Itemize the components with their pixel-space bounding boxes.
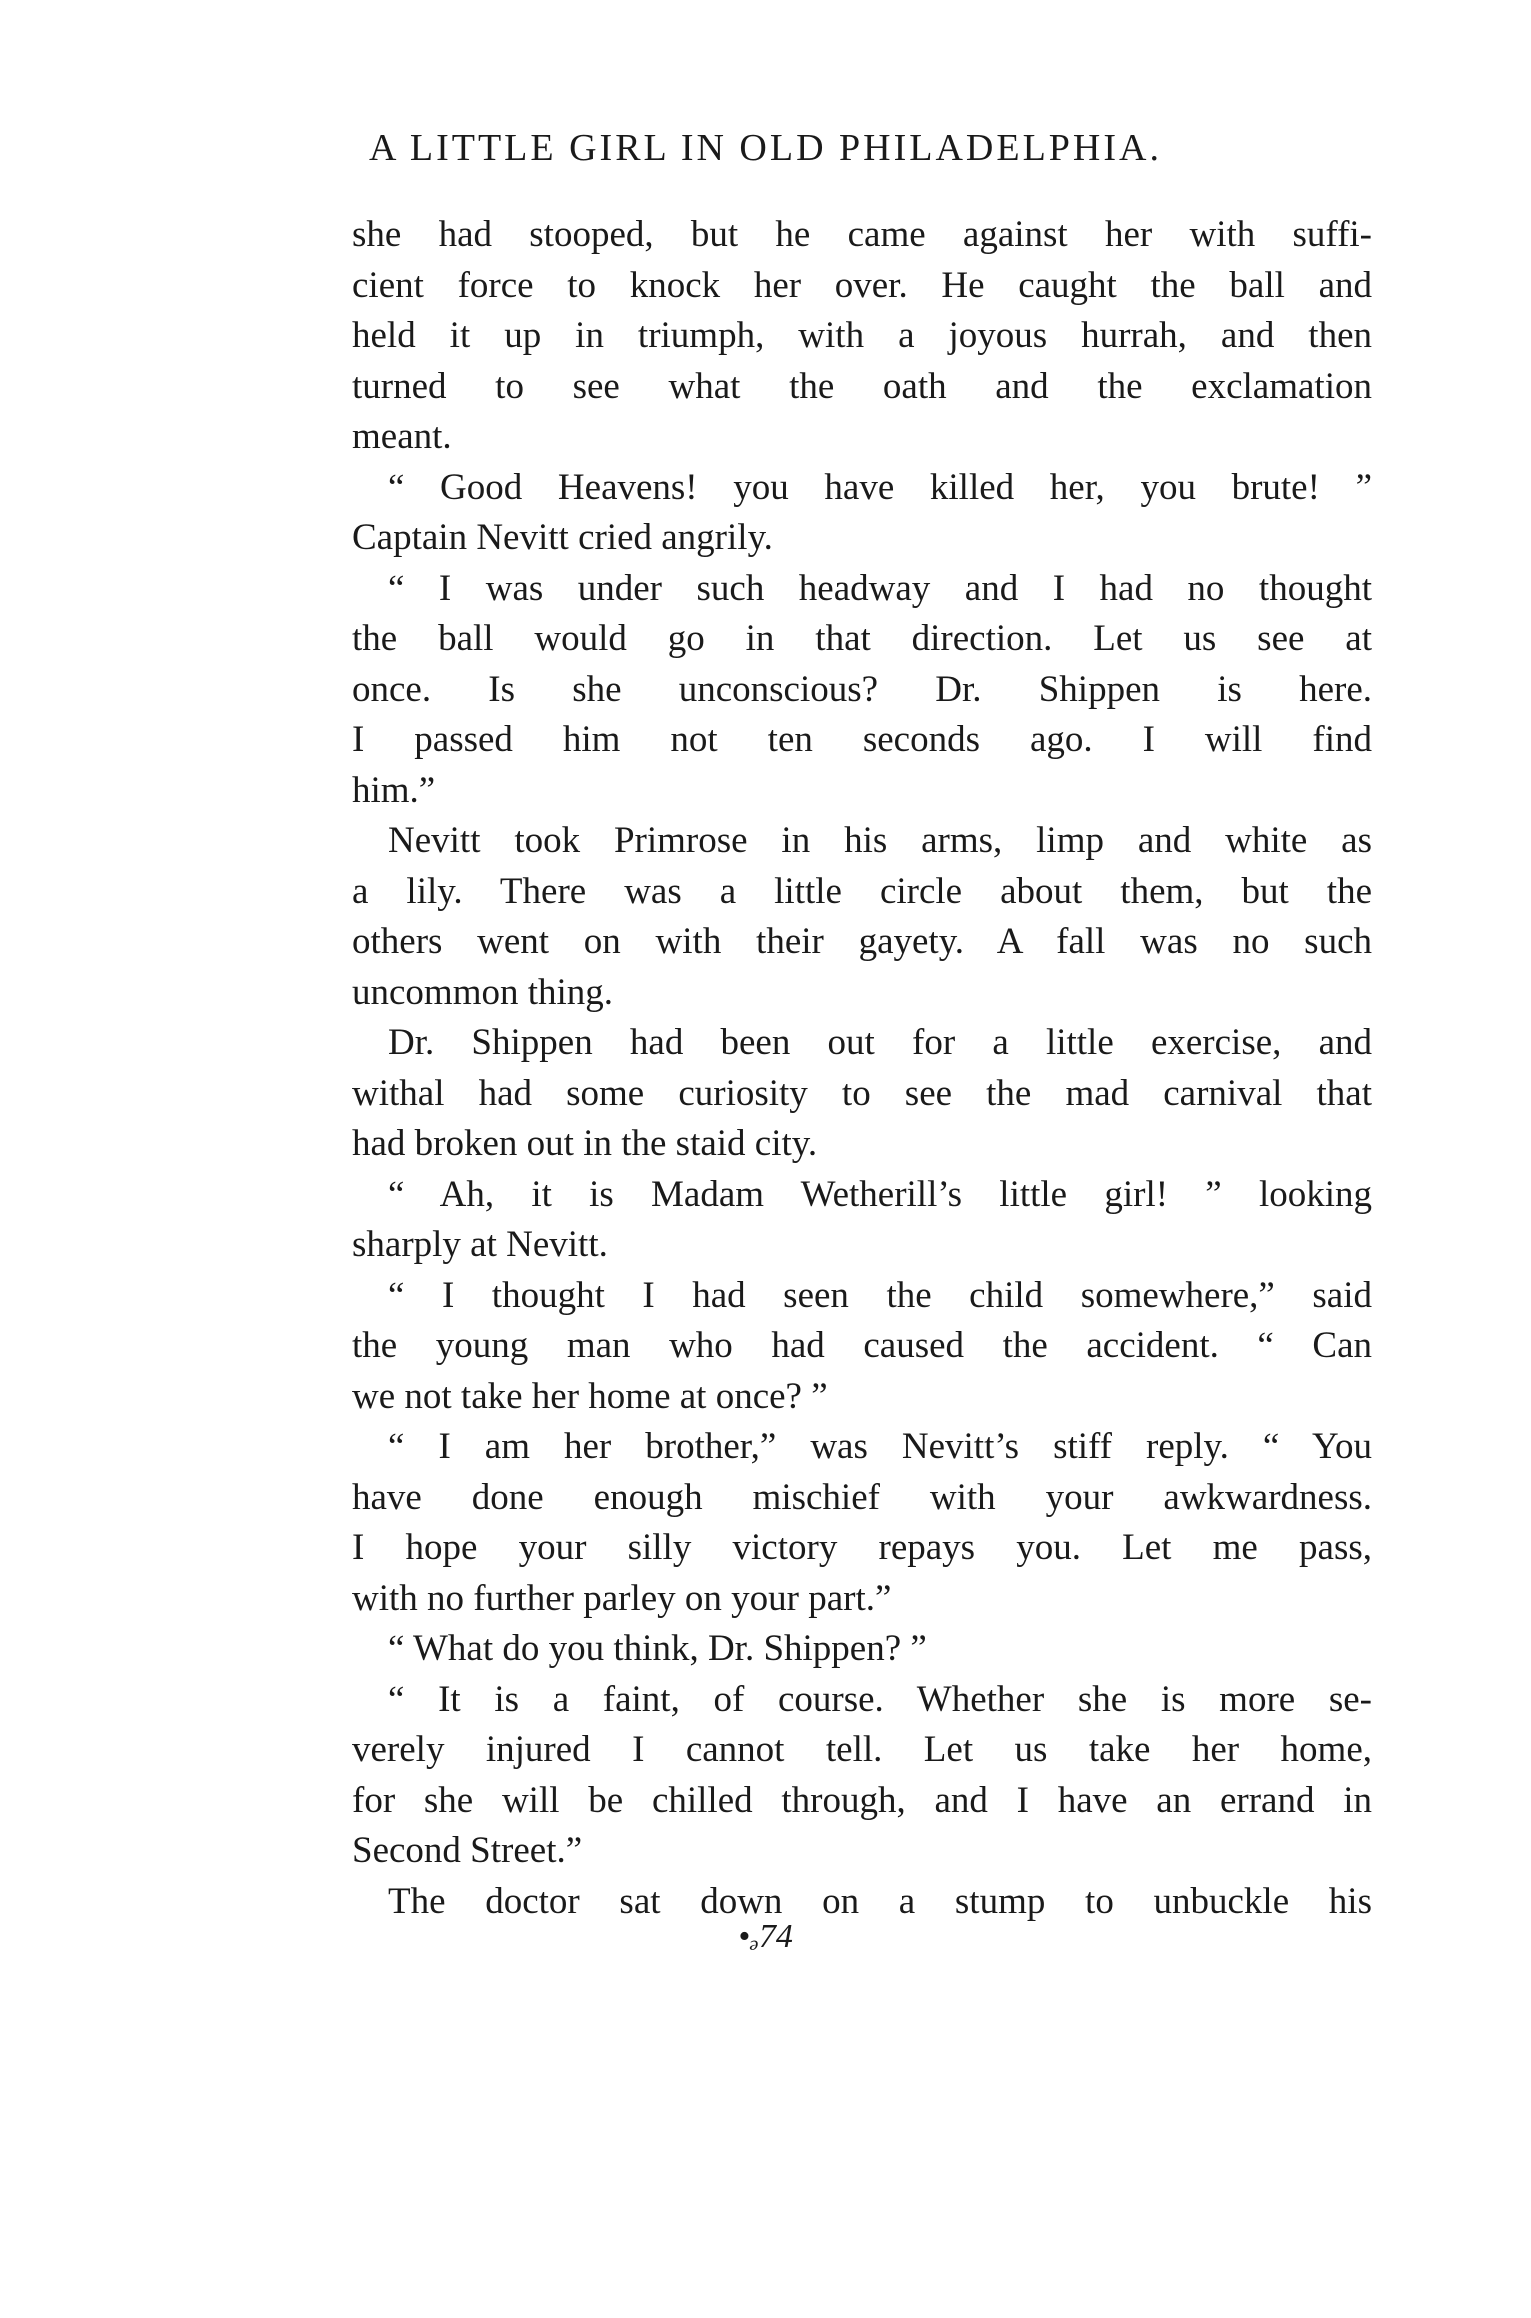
text-line: “ I was under such headway and I had no thought	[388, 567, 1372, 609]
text-line: uncommon thing.	[352, 971, 614, 1013]
text-line: Dr. Shippen had been out for a little exercise, and	[388, 1022, 1372, 1063]
text-line: “ I thought I had seen the child somewhere,” said	[388, 1274, 1372, 1316]
body-text	[352, 210, 1372, 1927]
running-head: A LITTLE GIRL IN OLD PHILADELPHIA.	[369, 127, 1162, 169]
text-line: turned to see what the oath and the exclamation	[352, 365, 1372, 407]
text-line: I passed him not ten seconds ago. I will find	[352, 719, 1372, 760]
text-line: have done enough mischief with your awkwardness.	[352, 1476, 1372, 1518]
text-line: Nevitt took Primrose in his arms, limp and white as	[388, 820, 1372, 861]
text-line: the ball would go in that direction. Let us see at	[352, 618, 1372, 659]
text-line: “ Ah, it is Madam Wetherill’s little girl! ” looking	[388, 1173, 1372, 1215]
text-line: held it up in triumph, with a joyous hurrah, and then	[352, 315, 1372, 356]
text-line: Captain Nevitt cried angrily.	[352, 517, 773, 558]
text-line: him.”	[352, 769, 436, 811]
text-line: others went on with their gayety. A fall was no such	[352, 921, 1372, 962]
text-line: for she will be chilled through, and I have an errand in	[352, 1779, 1372, 1821]
page-number: •ₔ74	[738, 1918, 793, 1955]
text-line: “ What do you think, Dr. Shippen? ”	[388, 1628, 927, 1669]
text-line: cient force to knock her over. He caught the ball and	[352, 264, 1372, 306]
text-line: withal had some curiosity to see the mad carnival that	[352, 1072, 1372, 1114]
text-line: once. Is she unconscious? Dr. Shippen is here.	[352, 668, 1372, 710]
text-line: she had stooped, but he came against her with suffi-	[352, 214, 1372, 255]
text-line: verely injured I cannot tell. Let us take her home,	[352, 1729, 1372, 1770]
text-line: with no further parley on your part.”	[352, 1577, 892, 1619]
text-line: we not take her home at once? ”	[352, 1375, 828, 1417]
text-line: the young man who had caused the accident. “ Can	[352, 1325, 1372, 1366]
text-line: The doctor sat down on a stump to unbuckle his	[388, 1880, 1372, 1922]
text-line: “ It is a faint, of course. Whether she is more se-	[388, 1678, 1372, 1720]
text-line: meant.	[352, 416, 452, 457]
text-line: a lily. There was a little circle about them, but the	[352, 870, 1372, 912]
text-line: I hope your silly victory repays you. Let me pass,	[352, 1527, 1372, 1568]
text-line: “ I am her brother,” was Nevitt’s stiff reply. “ You	[388, 1426, 1372, 1467]
text-line: sharply at Nevitt.	[352, 1224, 608, 1265]
text-line: Second Street.”	[352, 1830, 583, 1871]
text-line: “ Good Heavens! you have killed her, you brute! ”	[388, 466, 1372, 508]
text-line: had broken out in the staid city.	[352, 1123, 818, 1164]
